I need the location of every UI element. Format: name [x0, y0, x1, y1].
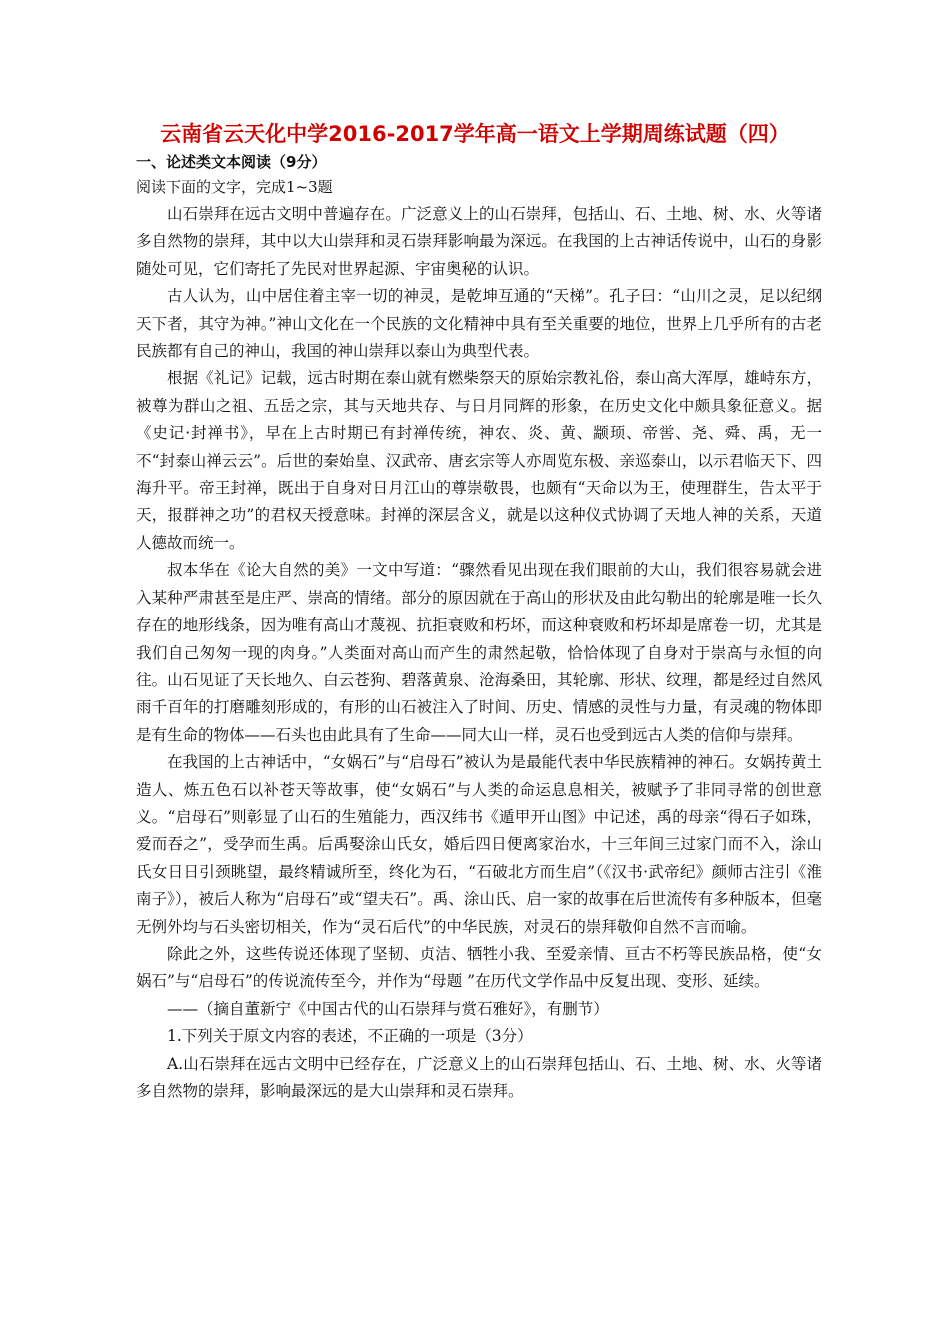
source-attribution: ——（摘自董新宁《中国古代的山石崇拜与赏石雅好》，有删节） — [167, 999, 609, 1018]
paragraph-4: 叔本华在《论大自然的美》一文中写道：“骤然看见出现在我们眼前的大山，我们很容易就会进入某种严肃甚至是庄严、崇高的情绪。部分的原因就在于高山的形状及由此勾勒出的轮廓是唯一长久存在的地形线条，因为唯有高山才蔑视、抗拒衰败和朽坏，而这种衰败和朽坏却是席卷一切，尤其是我们自己匆匆一现的肉身。”人类面对高山而产生的肃然起敬，恰恰体现了自身对于崇高与永恒的向往。山石见证了天长地久、白云苍狗、碧落黄泉、沧海桑田，其轮廓、形状、纹理，都是经过自然风雨千百年的打磨雕刻形成的，有形的山石被注入了时间、历史、情感的灵性与力量，有灵魂的物体即是有生命的物体——石头也由此具有了生命——同大山一样，灵石也受到远古人类的信仰与崇拜。 — [136, 561, 822, 744]
paragraph-2: 古人认为，山中居住着主宰一切的神灵，是乾坤互通的“天梯”。孔子曰：“山川之灵，足以纪纲天下者，其守为神。”神山文化在一个民族的文化精神中具有至关重要的地位，世界上几乎所有的古老民族都有自己的神山，我国的神山崇拜以泰山为典型代表。 — [136, 287, 822, 361]
reading-instruction: 阅读下面的文字，完成1~3题 — [136, 178, 333, 196]
question-1: 1.下列关于原文内容的表述，不正确的一项是（3分） — [167, 1027, 533, 1046]
question-1-option-a: A.山石崇拜在远古文明中已经存在，广泛意义上的山石崇拜包括山、石、土地、树、水、火等诸多自然物的崇拜，影响最深远的是大山崇拜和灵石崇拜。 — [136, 1054, 822, 1100]
article-body — [136, 201, 822, 1105]
document-title: 云南省云天化中学2016-2017学年高一语文上学期周练试题（四） — [160, 122, 790, 146]
paragraph-1: 山石崇拜在远古文明中普遍存在。广泛意义上的山石崇拜，包括山、石、土地、树、水、火等诸多自然物的崇拜，其中以大山崇拜和灵石崇拜影响最为深远。在我国的上古神话传说中，山石的身影随处可见，它们寄托了先民对世界起源、宇宙奥秘的认识。 — [136, 205, 822, 278]
paragraph-6: 除此之外，这些传说还体现了坚韧、贞洁、牺牲小我、至爱亲情、亘古不朽等民族品格，使“女娲石”与“启母石”的传说流传至今，并作为“母题 ”在历代文学作品中反复出现、变形、延续。 — [136, 944, 822, 991]
paragraph-5: 在我国的上古神话中，“女娲石”与“启母石”被认为是最能代表中华民族精神的神石。女娲抟黄土造人、炼五色石以补苍天等故事，使“女娲石”与人类的命运息息相关，被赋予了非同寻常的创世意义。“启母石”则彰显了山石的生殖能力，西汉纬书《遁甲开山图》中记述，禹的母亲“得石子如珠，爱而吞之”，受孕而生禹。后禹娶涂山氏女，婚后四日便离家治水，十三年间三过家门而不入，涂山氏女日日引颈眺望，最终精诚所至，终化为石，“石破北方而生启”（《汉书·武帝纪》颜师古注引《淮南子》），被后人称为“启母石”或“望夫石”。禹、涂山氏、启一家的故事在后世流传有多种版本，但毫无例外均与石头密切相关，作为“灵石后代”的中华民族，对灵石的崇拜敬仰自然不言而喻。 — [136, 753, 822, 936]
paragraph-3: 根据《礼记》记载，远古时期在泰山就有燃柴祭天的原始宗教礼俗，泰山高大浑厚，雄峙东方，被尊为群山之祖、五岳之宗，其与天地共存、与日月同辉的形象，在历史文化中颇具象征意义。据《史记·封禅书》，早在上古时期已有封禅传统，神农、炎、黄、颛顼、帝喾、尧、舜、禹，无一不“封泰山禅云云”。后世的秦始皇、汉武帝、唐玄宗等人亦周览东极、亲巡泰山，以示君临天下、四海升平。帝王封禅，既出于自身对日月江山的尊崇敬畏，也颇有“天命以为王，使理群生，告太平于天，报群神之功”的君权天授意味。封禅的深层含义，就是以这种仪式协调了天地人神的关系，天道人德故而统一。 — [136, 369, 822, 552]
section-heading: 一、论述类文本阅读（9分） — [136, 153, 327, 171]
